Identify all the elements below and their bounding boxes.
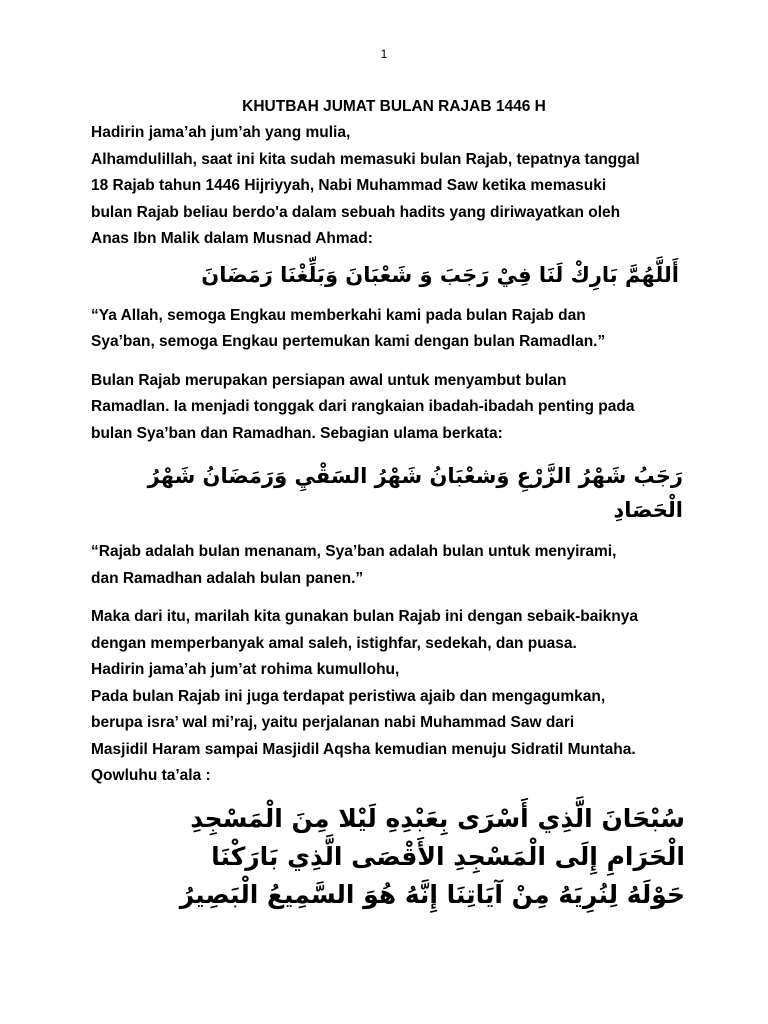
paragraph-line: Ramadlan. Ia menjadi tonggak dari rangkaian ibadah-ibadah penting pada: [91, 398, 635, 415]
arabic-saying-line: الْحَصَادِ: [613, 498, 683, 522]
intro-line: Anas Ibn Malik dalam Musnad Ahmad:: [91, 230, 373, 247]
arabic-verse-line: الْحَرَامِ إِلَى الْمَسْجِدِ الأَقْصَى الَّذِي بَارَكْنَا: [211, 841, 685, 871]
arabic-verse: [91, 800, 691, 914]
paragraph-line: Hadirin jama’ah jum’at rohima kumullohu,: [91, 661, 400, 678]
page-number: 1: [380, 47, 388, 61]
paragraph-line: Maka dari itu, marilah kita gunakan bulan Rajab ini dengan sebaik-baiknya: [91, 608, 638, 625]
arabic-saying-line: رَجَبُ شَهْرُ الزَّرْعِ وَشعْبَانُ شَهْرُ السَقْيِ وَرَمَضَانُ شَهْرُ: [147, 464, 683, 488]
paragraph-2: [91, 368, 691, 448]
paragraph-line: Masjidil Haram sampai Masjidil Aqsha kemudian menuju Sidratil Muntaha.: [91, 740, 636, 758]
translation-line: Sya’ban, semoga Engkau pertemukan kami dengan bulan Ramadlan.”: [91, 333, 606, 350]
paragraph-line: Qowluhu ta’ala :: [91, 767, 211, 784]
translation-1: [91, 303, 691, 356]
sermon-title: KHUTBAH JUMAT BULAN RAJAB 1446 H: [242, 98, 546, 115]
translation-line: “Rajab adalah bulan menanam, Sya’ban adalah bulan untuk menyirami,: [91, 543, 617, 560]
sermon-body: [91, 94, 691, 914]
arabic-verse-line: حَوْلَهُ لِنُرِيَهُ مِنْ آيَاتِنَا إِنَّهُ هُوَ السَّمِيعُ الْبَصِيرُ: [179, 879, 685, 909]
paragraph-3: [91, 604, 691, 790]
paragraph-line: dengan memperbanyak amal saleh, istighfar, sedekah, dan puasa.: [91, 634, 577, 652]
intro-line: 18 Rajab tahun 1446 Hijriyyah, Nabi Muhammad Saw ketika memasuki: [91, 177, 607, 194]
paragraph-line: bulan Sya’ban dan Ramadhan. Sebagian ulama berkata:: [91, 424, 503, 442]
intro-line: Hadirin jama’ah jum’ah yang mulia,: [91, 124, 351, 141]
intro-line: Alhamdulillah, saat ini kita sudah memasuki bulan Rajab, tepatnya tanggal: [91, 150, 640, 168]
translation-2: [91, 539, 691, 592]
intro-paragraph: [91, 120, 691, 253]
intro-line: bulan Rajab beliau berdo'a dalam sebuah hadits yang diriwayatkan oleh: [91, 203, 621, 221]
translation-line: “Ya Allah, semoga Engkau memberkahi kami pada bulan Rajab dan: [91, 306, 586, 324]
paragraph-line: Bulan Rajab merupakan persiapan awal untuk menyambut bulan: [91, 371, 567, 389]
translation-line: dan Ramadhan adalah bulan panen.”: [91, 569, 364, 587]
paragraph-line: berupa isra’ wal mi’raj, yaitu perjalanan nabi Muhammad Saw dari: [91, 714, 575, 731]
arabic-prayer: أَللَّهُمَّ بَارِكْ لَنَا فِيْ رَجَبَ وَ شَعْبَانَ وَبَلِّغْنَا رَمَضَانَ: [201, 262, 679, 287]
arabic-saying: [91, 459, 691, 527]
arabic-verse-line: سُبْحَانَ الَّذِي أَسْرَى بِعَبْدِهِ لَيْلا مِنَ الْمَسْجِدِ: [190, 803, 685, 833]
paragraph-line: Pada bulan Rajab ini juga terdapat peristiwa ajaib dan mengagumkan,: [91, 687, 606, 705]
